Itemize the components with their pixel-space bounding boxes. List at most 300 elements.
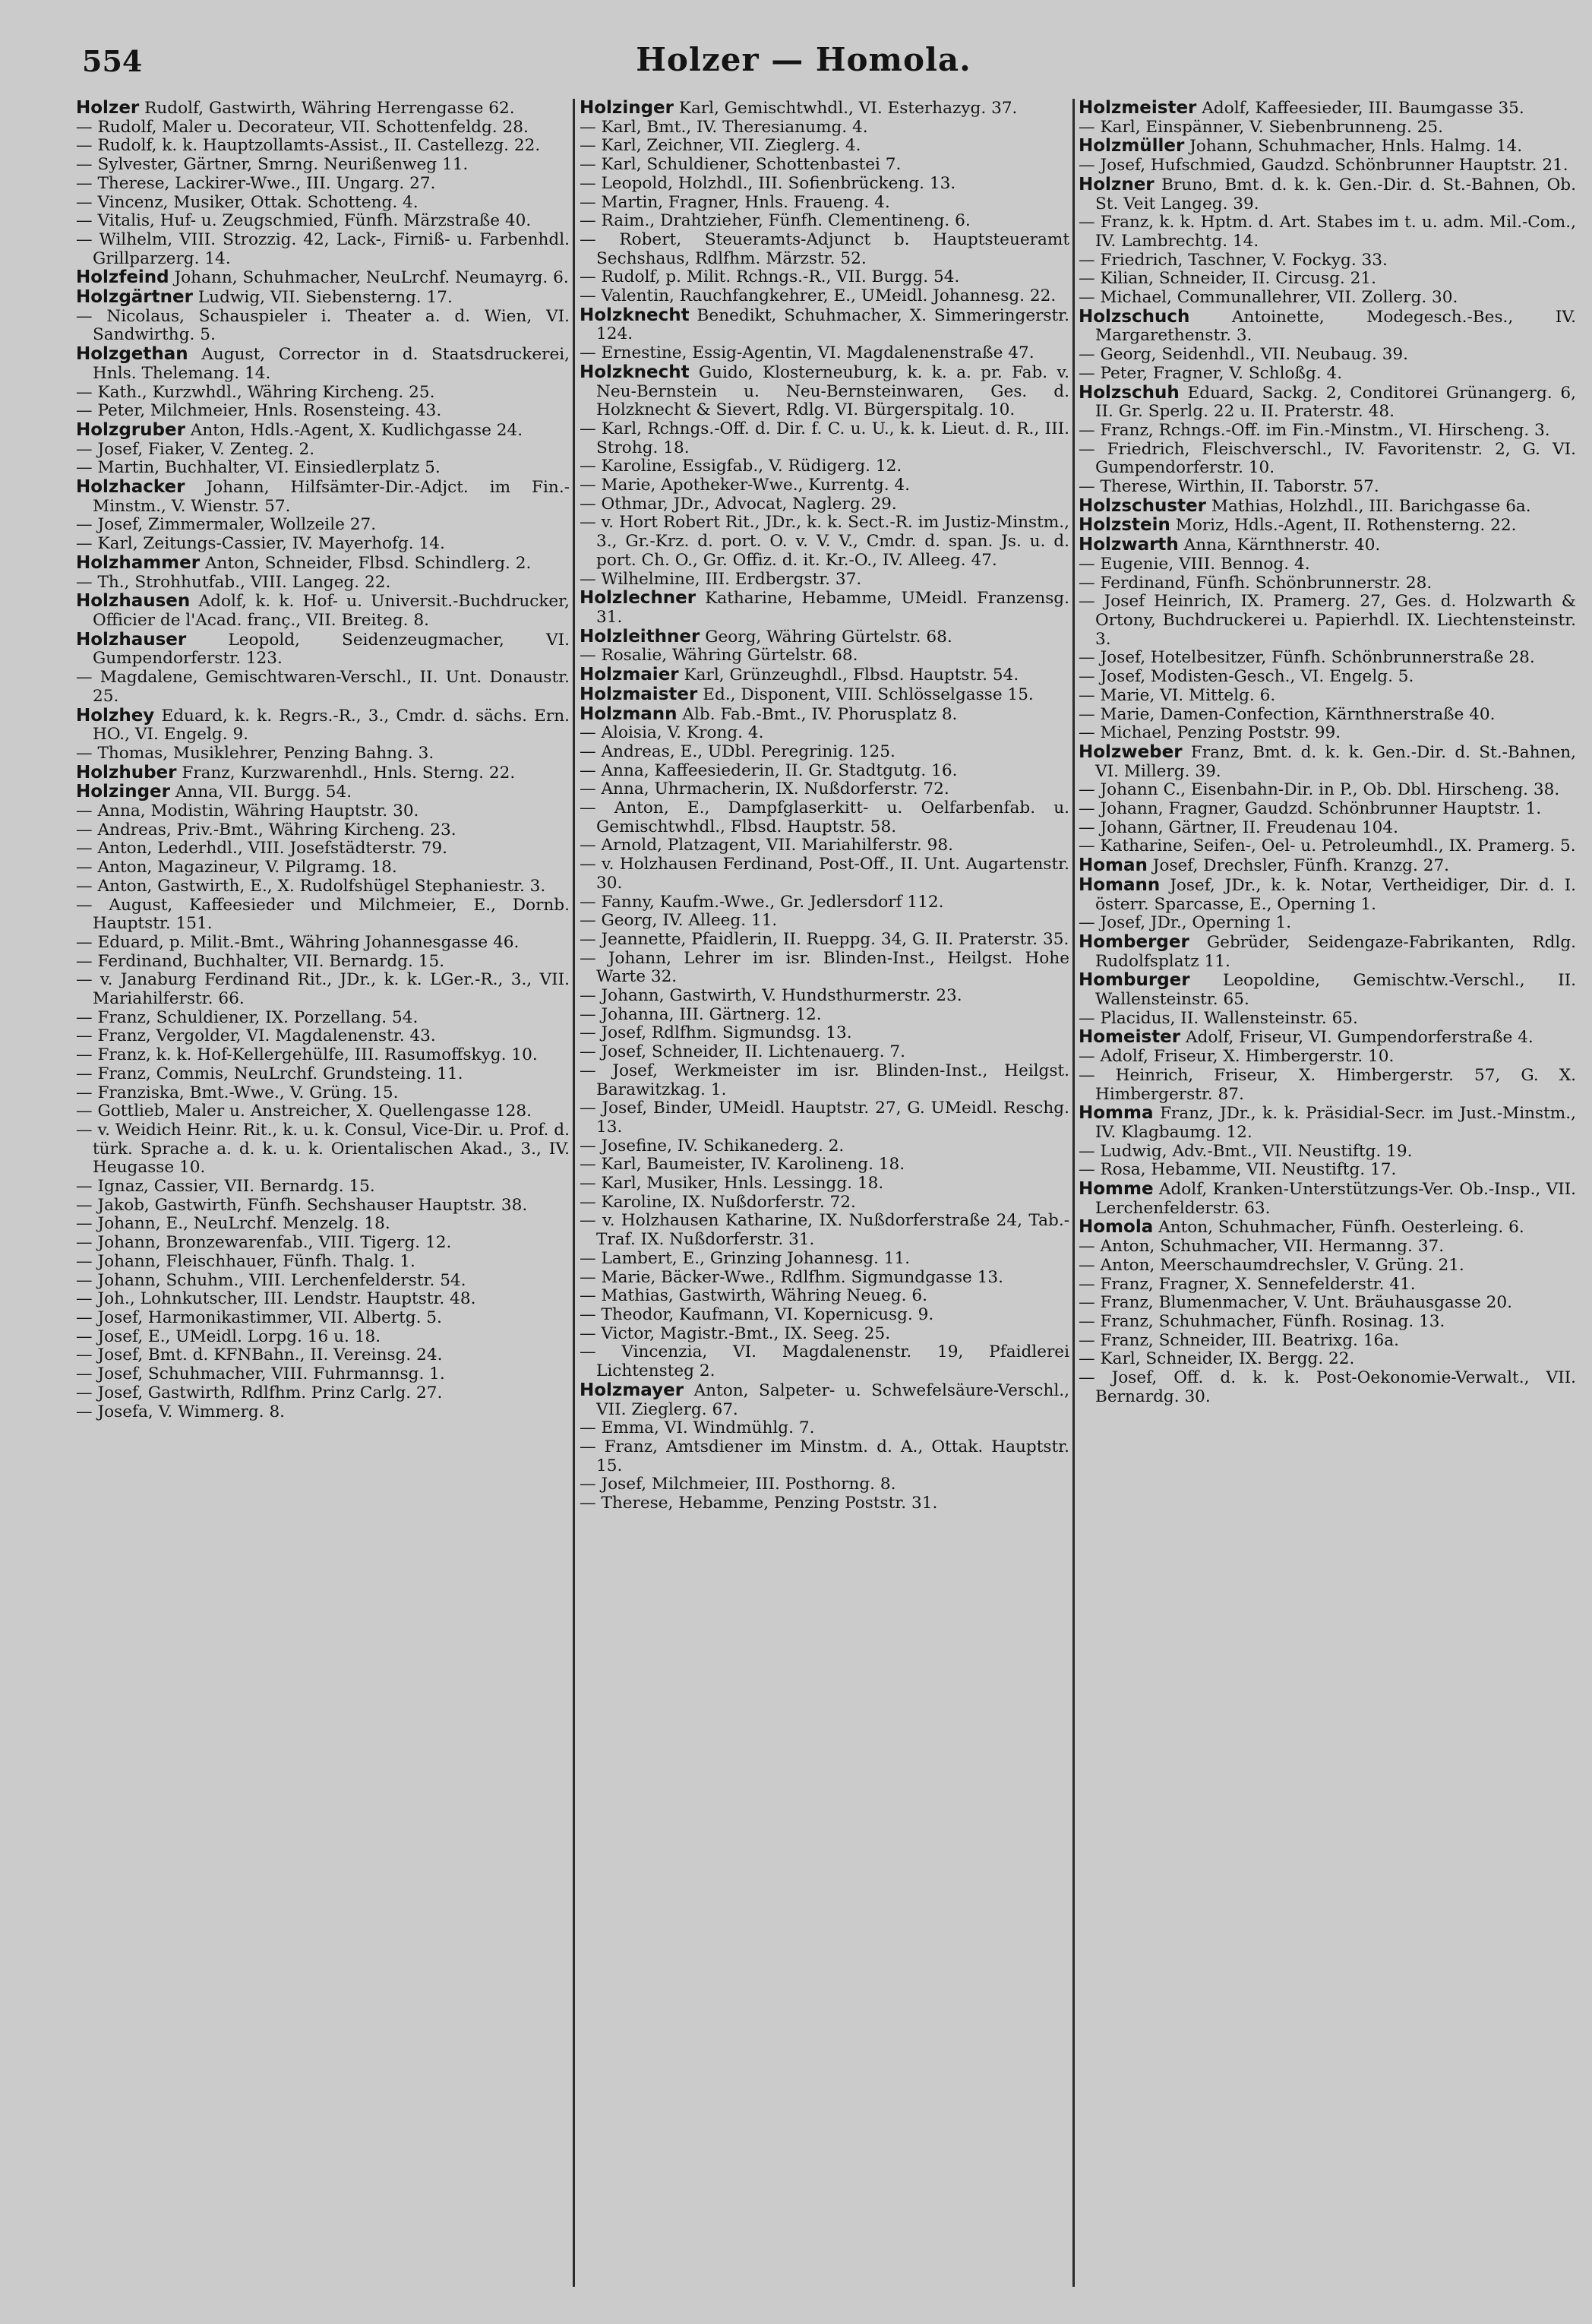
directory-entry [76,1046,570,1065]
entry-text: Eduard, Sackg. 2, Conditorei Grünangerg. 6, II. Gr. Sperlg. 22 u. II. Praterstr. 48. [1095,383,1576,422]
entry-text: — Rudolf, Maler u. Decorateur, VII. Schottenfeldg. 28. [76,117,529,137]
entry-text: — Franz, k. k. Hof-Kellergehülfe, III. Rasumoffskyg. 10. [76,1045,538,1065]
entry-headword: Homburger [1079,970,1190,991]
entry-text: — Jeannette, Pfaidlerin, II. Rueppg. 34, G. II. Praterstr. 35. [580,929,1069,949]
entry-text: — Martin, Buchhalter, VI. Einsiedlerplatz 5. [76,458,441,478]
directory-entry [76,308,570,345]
entry-text: — Placidus, II. Wallensteinstr. 65. [1079,1008,1358,1028]
directory-entry [1079,914,1576,933]
directory-entry [580,685,1069,705]
directory-entry [580,1494,1069,1513]
entry-text: — Ernestine, Essig-Agentin, VI. Magdalenenstraße 47. [580,343,1034,363]
directory-entry [1079,157,1576,175]
directory-entry [1079,346,1576,365]
entry-text: Alb. Fab.-Bmt., IV. Phorusplatz 8. [677,704,958,724]
directory-entry [580,647,1069,666]
directory-entry [1079,497,1576,517]
entry-text: — Josef, Modisten-Gesch., VI. Engelg. 5. [1079,667,1414,687]
directory-entry [580,268,1069,287]
entry-text: — Josef, Off. d. k. k. Post-Oekonomie-Verwalt., VII. Bernardg. 30. [1079,1368,1576,1406]
entry-text: — Marie, VI. Mittelg. 6. [1079,685,1276,705]
directory-entry [1079,384,1576,422]
entry-text: — Nicolaus, Schauspieler i. Theater a. d. Wien, VI. Sandwirthg. 5. [76,306,570,345]
entry-text: — Josef, Fiaker, V. Zenteg. 2. [76,439,315,459]
column-divider [1072,99,1075,2287]
entry-text: Leopoldine, Gemischtw.-Verschl., II. Wallensteinstr. 65. [1095,971,1576,1010]
entry-headword: Homann [1079,874,1161,895]
directory-entry [580,231,1069,268]
directory-entry [76,478,570,516]
directory-entry [580,571,1069,590]
directory-entry [76,1121,570,1178]
directory-entry [580,457,1069,476]
directory-entry [1079,856,1576,876]
entry-text: Bruno, Bmt. d. k. k. Gen.-Dir. d. St.-Bahnen, Ob. St. Veit Langeg. 39. [1095,175,1576,213]
directory-entry [76,1102,570,1121]
entry-headword: Holzschuh [1079,382,1180,403]
entry-text: Mathias, Holzhdl., III. Barichgasse 6a. [1206,496,1531,516]
entry-text: — Michael, Penzing Poststr. 99. [1079,723,1341,743]
entry-text: — Sylvester, Gärtner, Smrng. Neurißenweg 11. [76,155,469,175]
entry-headword: Holzhauser [76,629,187,650]
entry-text: — Andreas, E., UDbl. Peregrinig. 125. [580,741,896,761]
entry-text: — Kath., Kurzwhdl., Währing Kircheng. 25. [76,382,435,402]
directory-entry [76,1027,570,1046]
entry-text: Anton, Schuhmacher, Fünfh. Oesterleing. 6. [1153,1218,1524,1238]
entry-text: — August, Kaffeesieder und Milchmeier, E., Dornb. Hauptstr. 151. [76,895,570,934]
directory-entry [580,1343,1069,1380]
entry-headword: Holzstein [1079,515,1170,536]
entry-text: — Franz, Schuhmacher, Fünfh. Rosinag. 13. [1079,1312,1445,1331]
entry-text: — Heinrich, Friseur, X. Himbergerstr. 57, G. X. Himbergerstr. 87. [1079,1065,1576,1104]
entry-text: — Vitalis, Huf- u. Zeugschmied, Fünfh. Märzstraße 40. [76,211,532,231]
directory-entry [76,175,570,194]
entry-text: Franz, Bmt. d. k. k. Gen.-Dir. d. St.-Bahnen, VI. Millerg. 39. [1095,742,1576,781]
entry-text: — Eduard, p. Milit.-Bmt., Währing Johannesgasse 46. [76,932,520,952]
entry-text: — Friedrich, Taschner, V. Fockyg. 33. [1079,250,1388,270]
directory-entry [76,288,570,308]
entry-text: Karl, Gemischtwhdl., VI. Esterhazyg. 37. [673,99,1018,118]
directory-entry [76,535,570,554]
entry-text: — Karl, Zeitungs-Cassier, IV. Mayerhofg. 14. [76,534,445,554]
directory-entry [1079,516,1576,536]
entry-text: — Johann, Lehrer im isr. Blinden-Inst., Heilgst. Hohe Warte 32. [580,948,1069,987]
directory-entry [76,1084,570,1103]
entry-text: Josef, Drechsler, Fünfh. Kranzg. 27. [1147,856,1450,876]
entry-text: — Gottlieb, Maler u. Anstreicher, X. Quellengasse 128. [76,1102,532,1121]
entry-text: — Franz, Commis, NeuLrchf. Grundsteing. 11. [76,1064,463,1083]
directory-entry [76,934,570,953]
directory-entry [580,855,1069,893]
directory-entry [580,705,1069,725]
entry-text: Guido, Klosterneuburg, k. k. a. pr. Fab. v. Neu-Bernstein u. Neu-Bernsteinwaren, Ges. d. Holzknecht & Sievert, Rdlg. VI. Bürgerspitalg. 10. [596,362,1069,420]
directory-entry [76,212,570,231]
entry-text: Adolf, Kranken-Unterstützungs-Ver. Ob.-Insp., VII. Lerchenfelderstr. 63. [1095,1180,1576,1218]
column-1 [76,99,570,2298]
directory-entry [76,402,570,421]
directory-entry [76,783,570,802]
entry-text: Anton, Schneider, Flbsd. Schindlerg. 2. [200,553,532,573]
directory-entry [580,724,1069,743]
entry-headword: Holzinger [580,99,674,118]
entry-text: Anna, Kärnthnerstr. 40. [1178,536,1381,555]
directory-entry [76,1384,570,1403]
directory-entry [1079,1369,1576,1406]
entry-text: — Josefa, V. Wimmerg. 8. [76,1402,286,1421]
directory-entry [580,743,1069,762]
entry-text: — Anton, Schuhmacher, VII. Hermanng. 37. [1079,1237,1445,1257]
directory-entry [76,119,570,138]
directory-entry [1079,308,1576,346]
directory-entry [76,802,570,821]
entry-text: — Magdalene, Gemischtwaren-Verschl., II. Unt. Donaustr. 25. [76,668,570,706]
directory-entry [580,306,1069,344]
column-divider [573,99,575,2287]
entry-text: — Anton, E., Dampfglaserkitt- u. Oelfarbenfab. u. Gemischtwhdl., Flbsd. Hauptstr. 58. [580,798,1069,836]
page-number: 554 [82,44,143,78]
entry-text: — Franz, Vergolder, VI. Magdalenenstr. 43. [76,1026,436,1046]
entry-text: — Anton, Meerschaumdrechsler, V. Grüng. 21. [1079,1255,1464,1275]
directory-entry [580,1212,1069,1249]
directory-entry [580,1287,1069,1306]
directory-entry [76,896,570,934]
entry-text: — Georg, Seidenhdl., VII. Neubaug. 39. [1079,345,1409,365]
directory-entry [580,987,1069,1006]
entry-headword: Holzhuber [76,762,177,783]
entry-text: — Robert, Steueramts-Adjunct b. Hauptsteueramt Sechshaus, Rdlfhm. Märzstr. 52. [580,229,1069,268]
directory-entry [76,1290,570,1309]
directory-entry [580,99,1069,119]
directory-entry [1079,555,1576,574]
directory-entry [76,839,570,858]
directory-entry [76,459,570,478]
directory-entry [1079,574,1576,593]
entry-text: — Peter, Fragner, V. Schloßg. 4. [1079,363,1343,383]
entry-text: — Therese, Hebamme, Penzing Poststr. 31. [580,1494,938,1513]
entry-text: — Vincenz, Musiker, Ottak. Schotteng. 4. [76,192,419,212]
directory-entry [1079,1048,1576,1067]
entry-text: Leopold, Seidenzeugmacher, VI. Gumpendorferstr. 123. [93,630,570,669]
entry-headword: Holzschuch [1079,306,1190,327]
entry-text: — Anton, Magazineur, V. Pilgramg. 18. [76,858,397,877]
entry-headword: Holzmann [580,704,678,724]
entry-headword: Holzmaister [580,684,698,704]
entry-text: Georg, Währing Gürtelstr. 68. [700,627,952,647]
directory-entry [1079,1010,1576,1029]
entry-text: — Johann C., Eisenbahn-Dir. in P., Ob. Dbl. Hirscheng. 38. [1079,780,1560,800]
entry-text: — Josef, Bmt. d. KFNBahn., II. Vereinsg. 24. [76,1345,443,1365]
directory-entry [76,858,570,877]
directory-entry [1079,270,1576,289]
directory-entry [1079,1180,1576,1218]
entry-text: — Raim., Drahtzieher, Fünfh. Clementineng. 6. [580,211,971,231]
entry-text: — Valentin, Rauchfangkehrer, E., UMeidl. Johannesg. 22. [580,286,1057,306]
directory-entry [580,1325,1069,1344]
entry-text: Anton, Salpeter- u. Schwefelsäure-Verschl., VII. Zieglerg. 67. [596,1380,1069,1419]
page-header [82,41,1525,94]
entry-text: — Emma, VI. Windmühlg. 7. [580,1418,815,1438]
directory-entry [76,1272,570,1291]
directory-entry [76,877,570,896]
entry-headword: Homan [1079,855,1148,876]
directory-entry [1079,876,1576,914]
entry-text: — v. Holzhausen Ferdinand, Post-Off., II. Unt. Augartenstr. 30. [580,855,1069,893]
entry-headword: Holzschuster [1079,495,1207,516]
directory-entry [1079,1104,1576,1142]
directory-entry [1079,1350,1576,1369]
entry-text: — Josef, JDr., Operning 1. [1079,913,1292,933]
directory-entry [76,554,570,574]
directory-entry [580,893,1069,912]
entry-text: — Fanny, Kaufm.-Wwe., Gr. Jedlersdorf 112. [580,892,944,912]
entry-text: — Karl, Baumeister, IV. Karolineng. 18. [580,1155,905,1175]
entry-headword: Homme [1079,1179,1154,1200]
entry-text: Rudolf, Gastwirth, Währing Herrengasse 62. [139,99,515,118]
directory-entry [580,780,1069,799]
entry-text: Gebrüder, Seidengaze-Fabrikanten, Rdlg. Rudolfsplatz 11. [1095,932,1576,971]
entry-headword: Holzleithner [580,626,700,647]
directory-entry [580,1043,1069,1062]
entry-text: — Rosalie, Währing Gürtelstr. 68. [580,646,858,666]
directory-entry [76,971,570,1008]
directory-entry [76,707,570,745]
entry-text: — Josef, Zimmermaler, Wollzeile 27. [76,515,377,535]
entry-headword: Holzgruber [76,419,185,440]
directory-entry [580,212,1069,231]
directory-entry [580,1438,1069,1475]
entry-text: — Therese, Lackirer-Wwe., III. Ungarg. 27. [76,173,436,193]
entry-text: — Mathias, Gastwirth, Währing Neueg. 6. [580,1286,927,1306]
directory-entry [1079,365,1576,384]
entry-text: — Leopold, Holzhdl., III. Sofienbrückeng. 13. [580,173,956,193]
entry-text: — Lambert, E., Grinzing Johannesg. 11. [580,1248,911,1268]
entry-headword: Holzmayer [580,1380,684,1400]
entry-text: — Josef, Harmonikastimmer, VII. Albertg. 5. [76,1308,442,1327]
entry-text: — Friedrich, Fleischverschl., IV. Favoritenstr. 2, G. VI. Gumpendorferstr. 10. [1079,439,1576,478]
directory-entry [1079,1143,1576,1162]
entry-text: — Anna, Modistin, Währing Hauptstr. 30. [76,802,419,821]
directory-entry [580,420,1069,457]
directory-entry [580,1475,1069,1494]
directory-entry [580,1062,1069,1099]
entry-text: — Karl, Schneider, IX. Bergg. 22. [1079,1349,1355,1369]
directory-entry [76,1178,570,1197]
entry-text: — Johann, Schuhm., VIII. Lerchenfelderstr. 54. [76,1270,466,1290]
entry-headword: Holzinger [76,782,170,802]
directory-entry [580,1381,1069,1419]
entry-text: — Franz, Schneider, III. Beatrixg. 16a. [1079,1330,1400,1350]
entry-text: — Johann, E., NeuLrchf. Menzelg. 18. [76,1214,390,1234]
entry-text: — Anton, Lederhdl., VIII. Josefstädterstr. 79. [76,839,447,858]
entry-text: — Karl, Zeichner, VII. Zieglerg. 4. [580,136,861,156]
entry-text: Josef, JDr., k. k. Notar, Vertheidiger, Dir. d. I. österr. Sparcasse, E., Operning 1. [1095,875,1576,914]
directory-entry [1079,1332,1576,1351]
entry-headword: Holzhey [76,705,155,726]
entry-headword: Holzhacker [76,477,185,498]
directory-entry [76,1365,570,1384]
entry-text: — Wilhelm, VIII. Strozzig. 42, Lack-, Firniß- u. Farbenhdl. Grillparzerg. 14. [76,229,570,268]
entry-text: Ludwig, VII. Siebensterng. 17. [192,288,453,308]
entry-headword: Holzknecht [580,305,690,325]
entry-headword: Holzhammer [76,552,201,573]
entry-text: — Andreas, Priv.-Bmt., Währing Kircheng. 23. [76,820,456,839]
directory-entry [76,441,570,460]
directory-entry [76,1346,570,1365]
directory-entry [1079,1313,1576,1332]
entry-text: Adolf, k. k. Hof- u. Universit.-Buchdrucker, Officier de l'Acad. franç., VII. Breiteg. 8. [93,592,570,630]
entry-text: — Eugenie, VIII. Bennog. 4. [1079,554,1310,574]
entry-text: — v. Hort Robert Rit., JDr., k. k. Sect.-R. im Justiz-Minstm., 3., Gr.-Krz. d. port. O. v. V. V., Cmdr. d. span. Js. u. d. port. Ch. O., Gr. Offiz. d. it. Kr.-O., IV. Alleeg. 47. [580,513,1069,570]
entry-text: — Josef Heinrich, IX. Pramerg. 27, Ges. d. Holzwarth & Ortony, Buchdruckerei u. Papierhdl. IX. Liechtensteinstr. 3. [1079,592,1576,649]
directory-entry [580,1099,1069,1137]
directory-entry [76,1009,570,1028]
entry-text: — Ludwig, Adv.-Bmt., VII. Neustiftg. 19. [1079,1141,1413,1161]
entry-text: — Franziska, Bmt.-Wwe., V. Grüng. 15. [76,1083,399,1102]
entry-text: — Franz, Amtsdiener im Minstm. d. A., Ottak. Hauptstr. 15. [580,1437,1069,1475]
directory-entry [76,137,570,156]
directory-entry [76,194,570,213]
directory-entry [580,514,1069,570]
running-head: Holzer — Homola. [636,41,971,78]
entry-text: — Ferdinand, Buchhalter, VII. Bernardg. 15. [76,951,445,971]
entry-text: — Franz, k. k. Hptm. d. Art. Stabes im t. u. adm. Mil.-Com., IV. Lambrechtg. 14. [1079,213,1576,251]
entry-text: — Anna, Uhrmacherin, IX. Nußdorferstr. 72. [580,779,949,799]
directory-entry [580,836,1069,855]
directory-entry [580,1137,1069,1156]
entry-text: Antoinette, Modegesch.-Bes., IV. Margarethenstr. 3. [1095,307,1576,346]
entry-text: — Theodor, Kaufmann, VI. Kopernicusg. 9. [580,1305,934,1324]
directory-entry [580,175,1069,194]
entry-text: — Ferdinand, Fünfh. Schönbrunnerstr. 28. [1079,573,1432,593]
directory-entry [1079,119,1576,138]
directory-entry [580,799,1069,836]
directory-entry [580,1194,1069,1213]
entry-text: — Martin, Fragner, Hnls. Fraueng. 4. [580,192,890,212]
directory-entry [76,574,570,593]
entry-text: Benedikt, Schuhmacher, X. Simmeringerstr. 124. [596,305,1069,344]
directory-entry [1079,1028,1576,1048]
entry-text: — Josef, Binder, UMeidl. Hauptstr. 27, G. UMeidl. Reschg. 13. [580,1099,1069,1137]
directory-entry [76,764,570,783]
entry-headword: Holzmüller [1079,136,1185,157]
directory-entry [1079,175,1576,213]
directory-entry [1079,971,1576,1009]
entry-text: — Karl, Einspänner, V. Siebenbrunneng. 25. [1079,117,1444,137]
directory-entry [1079,593,1576,649]
entry-text: — Th., Strohhutfab., VIII. Langeg. 22. [76,572,391,592]
entry-text: — Karl, Rchngs.-Off. d. Dir. f. C. u. U., k. k. Lieut. d. R., III. Strohg. 18. [580,419,1069,457]
directory-entry [76,953,570,972]
entry-text: Anton, Hdls.-Agent, X. Kudlichgasse 24. [185,420,523,440]
entry-text: — Othmar, JDr., Advocat, Naglerg. 29. [580,494,897,514]
entry-text: — Marie, Damen-Confection, Kärnthnerstraße 40. [1079,704,1496,724]
directory-entry [1079,819,1576,838]
entry-text: — Josef, Milchmeier, III. Posthorng. 8. [580,1475,896,1494]
directory-entry [580,762,1069,781]
entry-text: — Josefine, IV. Schikanederg. 2. [580,1136,845,1156]
directory-entry [1079,687,1576,706]
directory-entry [76,669,570,706]
entry-text: — Rudolf, p. Milit. Rchngs.-R., VII. Burgg. 54. [580,267,960,287]
entry-text: — Johann, Gärtner, II. Freudenau 104. [1079,817,1398,837]
entry-text: — Michael, Communallehrer, VII. Zollerg. 30. [1079,288,1458,308]
directory-entry [580,628,1069,647]
entry-headword: Holzweber [1079,741,1183,762]
entry-text: Eduard, k. k. Regrs.-R., 3., Cmdr. d. sächs. Ern. HO., VI. Engelg. 9. [93,706,570,745]
entry-headword: Holzlechner [580,588,696,609]
entry-text: — Victor, Magistr.-Bmt., IX. Seeg. 25. [580,1323,891,1343]
directory-entry [76,631,570,669]
directory-entry [580,156,1069,175]
directory-entry [580,950,1069,987]
entry-text: — Kilian, Schneider, II. Circusg. 21. [1079,269,1376,289]
entry-text: — Rudolf, k. k. Hauptzollamts-Assist., II. Castellezg. 22. [76,136,541,156]
directory-entry [580,1024,1069,1043]
entry-text: — Aloisia, V. Krong. 4. [580,723,764,743]
directory-entry [76,99,570,119]
directory-entry [580,344,1069,363]
directory-entry [1079,1067,1576,1104]
entry-text: — Anton, Gastwirth, E., X. Rudolfshügel Stephaniestr. 3. [76,876,546,896]
directory-entry [1079,1218,1576,1238]
entry-text: Karl, Grünzeughdl., Flbsd. Hauptstr. 54. [678,666,1019,685]
directory-entry [1079,837,1576,856]
entry-text: — Thomas, Musiklehrer, Penzing Bahng. 3. [76,743,434,763]
directory-entry [1079,781,1576,800]
directory-entry [580,137,1069,156]
directory-entry [76,384,570,403]
directory-entry [580,194,1069,213]
directory-entry [580,1175,1069,1194]
directory-entry [1079,289,1576,308]
directory-entry [580,1419,1069,1438]
directory-entry [76,1309,570,1328]
entry-text: — Franz, Rchngs.-Off. im Fin.-Minstm., VI. Hirscheng. 3. [1079,420,1550,440]
entry-text: — Franz, Blumenmacher, V. Unt. Bräuhausgasse 20. [1079,1293,1512,1313]
directory-entry [580,287,1069,306]
entry-text: — Karl, Schuldiener, Schottenbastei 7. [580,155,902,175]
directory-entry [1079,1161,1576,1180]
entry-text: — Karl, Musiker, Hnls. Lessingg. 18. [580,1174,884,1194]
directory-entry [76,1065,570,1084]
directory-entry [76,1253,570,1272]
directory-entry [76,592,570,630]
directory-entry [1079,213,1576,251]
directory-entry [76,745,570,764]
entry-text: — Therese, Wirthin, II. Taborstr. 57. [1079,477,1379,497]
entry-headword: Holzmaier [580,665,679,685]
entry-text: Franz, JDr., k. k. Präsidial-Secr. im Just.-Minstm., IV. Klagbaumg. 12. [1095,1104,1576,1142]
entry-text: — Johann, Gastwirth, V. Hundsthurmerstr. 23. [580,986,962,1006]
directory-entry [76,345,570,383]
entry-text: — Karoline, Essigfab., V. Rüdigerg. 12. [580,457,902,476]
directory-entry [1079,1257,1576,1276]
entry-text: — Anna, Kaffeesiederin, II. Gr. Stadtgutg. 16. [580,760,958,780]
directory-entry [1079,536,1576,555]
directory-entry [1079,649,1576,668]
entry-text: — Josef, Hotelbesitzer, Fünfh. Schönbrunnerstraße 28. [1079,648,1535,668]
directory-entry [76,268,570,288]
directory-entry [580,589,1069,627]
entry-headword: Holzknecht [580,362,690,382]
entry-text: — v. Weidich Heinr. Rit., k. u. k. Consul, Vice-Dir. u. Prof. d. türk. Sprache a. d. k. u. k. Orientalischen Akad., 3., IV. Heugasse 10. [76,1120,570,1178]
directory-entry [580,912,1069,931]
entry-text: — Marie, Bäcker-Wwe., Rdlfhm. Sigmundgasse 13. [580,1267,1003,1287]
entry-headword: Holzfeind [76,267,169,288]
entry-text: Anna, VII. Burgg. 54. [169,783,352,802]
directory-entry [76,1234,570,1253]
directory-entry [580,666,1069,685]
